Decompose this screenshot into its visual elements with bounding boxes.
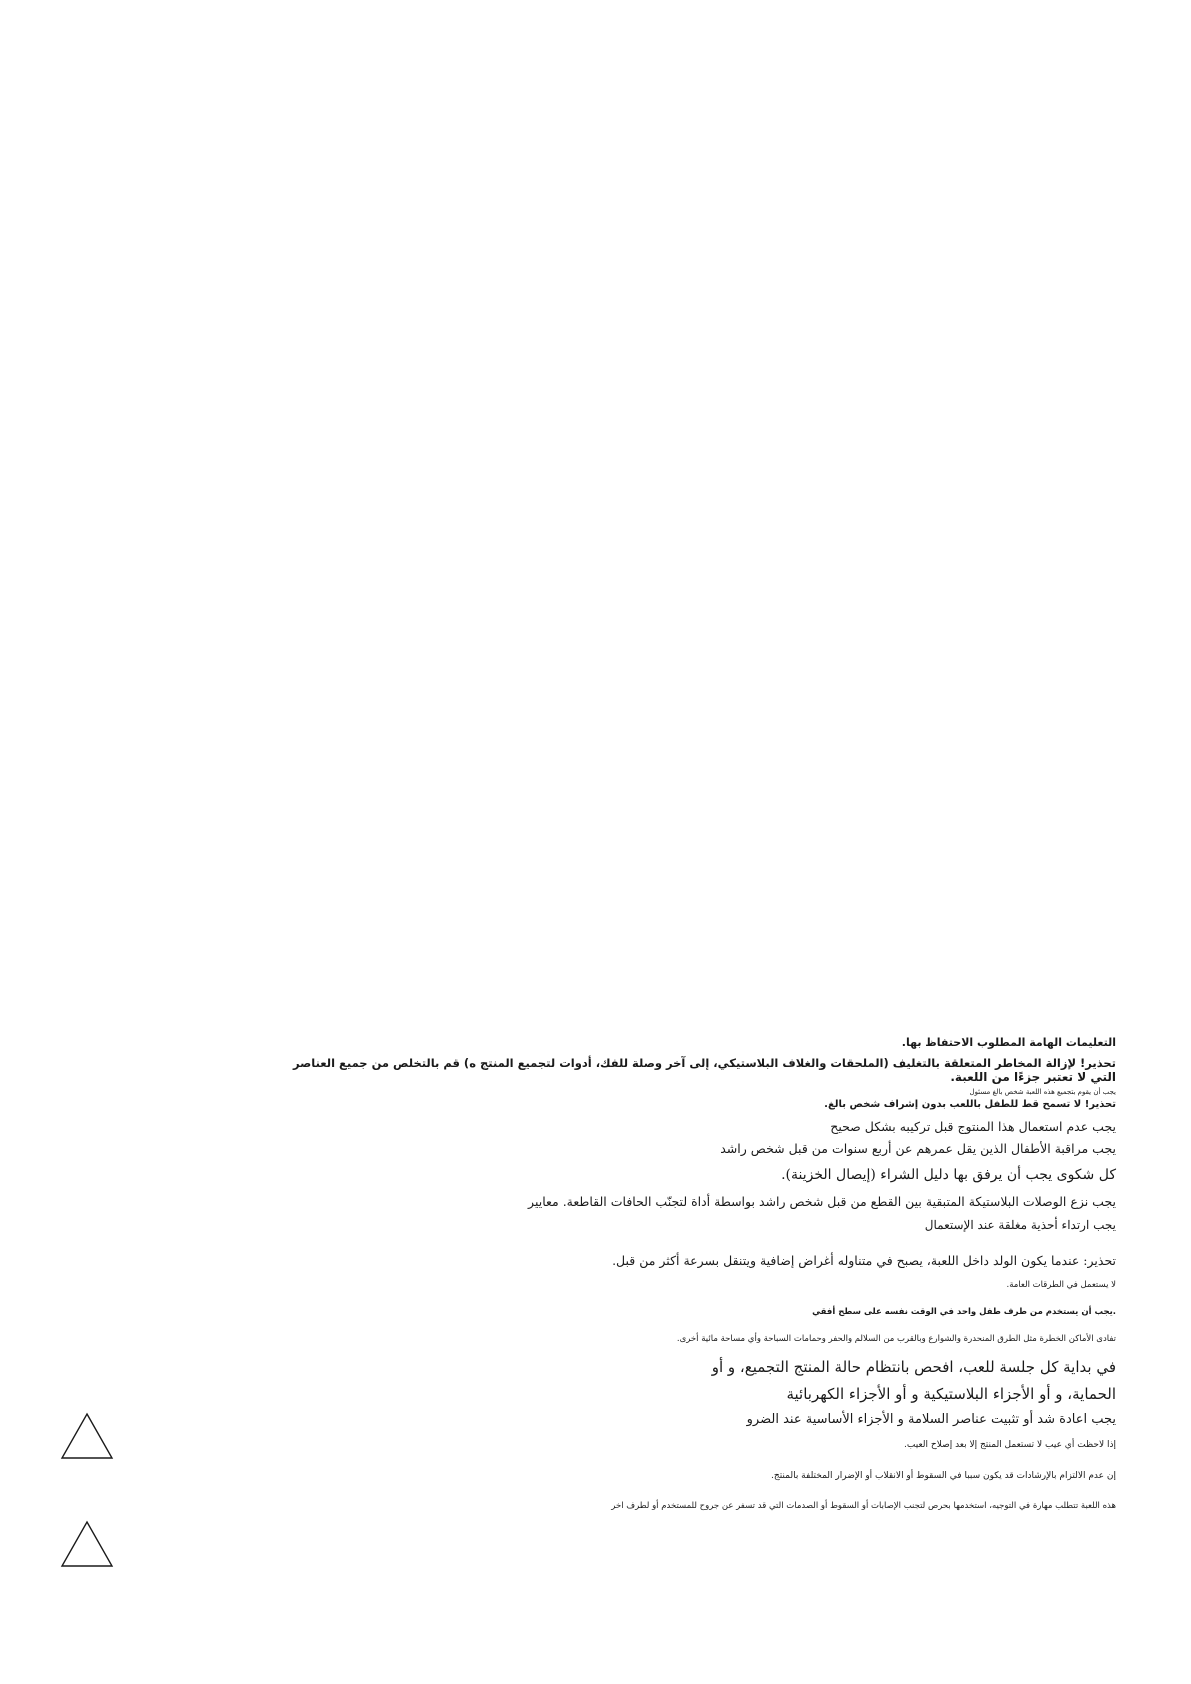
correct-assembly-note: يجب عدم استعمال هذا المنتوج قبل تركيبه بشكل صحيح — [830, 1119, 1116, 1135]
warning-triangle-icon — [60, 1520, 114, 1568]
check-session-line-2: الحماية، و أو الأجزاء البلاستيكية و أو الأجزاء الكهربائية — [786, 1385, 1116, 1403]
warning-packaging-line-1: تحذير! لإزالة المخاطر المتعلقة بالتغليف (الملحقات والغلاف البلاستيكي، إلى آخر وصلة للفك، أدوات لتجميع المنتج ه) قم بالتخلص من جميع العناصر — [293, 1055, 1116, 1070]
non-compliance-note: إن عدم الالتزام بالإرشادات قد يكون سببا في السقوط أو الانقلاب أو الإضرار المختلفة بالمنتج. — [771, 1471, 1116, 1482]
instructions-title: التعليمات الهامة المطلوب الاحتفاظ بها. — [901, 1036, 1116, 1049]
caution-speed-note: تحذير: عندما يكون الولد داخل اللعبة، يصبح في متناوله أغراض إضافية ويتنقل بسرعة أكثر من قبل. — [612, 1252, 1116, 1268]
defect-note: إذا لاحظت أي عيب لا تستعمل المنتج إلا بعد إصلاح العيب. — [904, 1440, 1116, 1450]
adult-assembly-note: يجب أن يقوم بتجميع هذه اللعبة شخص بالغ مسئول — [969, 1088, 1116, 1097]
one-child-flat-note: .يجب أن يستخدم من طرف طفل واحد في الوقت نفسه على سطح أفقي — [812, 1307, 1116, 1317]
warning-triangle-icon — [60, 1412, 114, 1460]
closed-shoes-note: يجب ارتداء أحذية مغلقة عند الإستعمال — [924, 1217, 1116, 1232]
remove-plastic-note: يجب نزع الوصلات البلاستيكة المتبقية بين القطع من قبل شخص راشد بواسطة أداة لتجنّب الحافات القاطعة. معايير — [528, 1194, 1116, 1210]
avoid-dangerous-note: تفادى الأماكن الخطرة مثل الطرق المنحدرة والشوارع وبالقرب من السلالم والحفر وحمامات السباحة وأي مساحة مائية أخرى. — [676, 1333, 1116, 1344]
skill-required-note: هذه اللعبة تتطلب مهارة في التوجيه، استخدمها بحرص لتجنب الإصابات أو السقوط أو الصدمات التي قد تسفر عن جروح للمستخدم أو لطرف اخر — [611, 1500, 1116, 1511]
safety-instructions — [293, 1036, 1116, 1511]
retighten-note: يجب اعادة شد أو تثبيت عناصر السلامة و الأجزاء الأساسية عند الضرو — [746, 1411, 1116, 1427]
warning-packaging-line-2: التي لا تعتبر جزءًا من اللعبة. — [950, 1070, 1116, 1085]
complaints-note: كل شكوى يجب أن يرفق بها دليل الشراء (إيصال الخزينة). — [781, 1166, 1116, 1183]
check-session-line-1: في بداية كل جلسة للعب، افحص بانتظام حالة المنتج التجميع، و أو — [711, 1358, 1116, 1377]
no-public-roads-note: لا يستعمل في الطرقات العامة. — [1006, 1280, 1116, 1291]
under-four-note: يجب مراقبة الأطفال الذين يقل عمرهم عن أربع سنوات من قبل شخص راشد — [720, 1141, 1116, 1156]
warning-supervision: تحذير! لا تسمح قط للطفل باللعب بدون إشراف شخص بالغ. — [824, 1098, 1116, 1110]
